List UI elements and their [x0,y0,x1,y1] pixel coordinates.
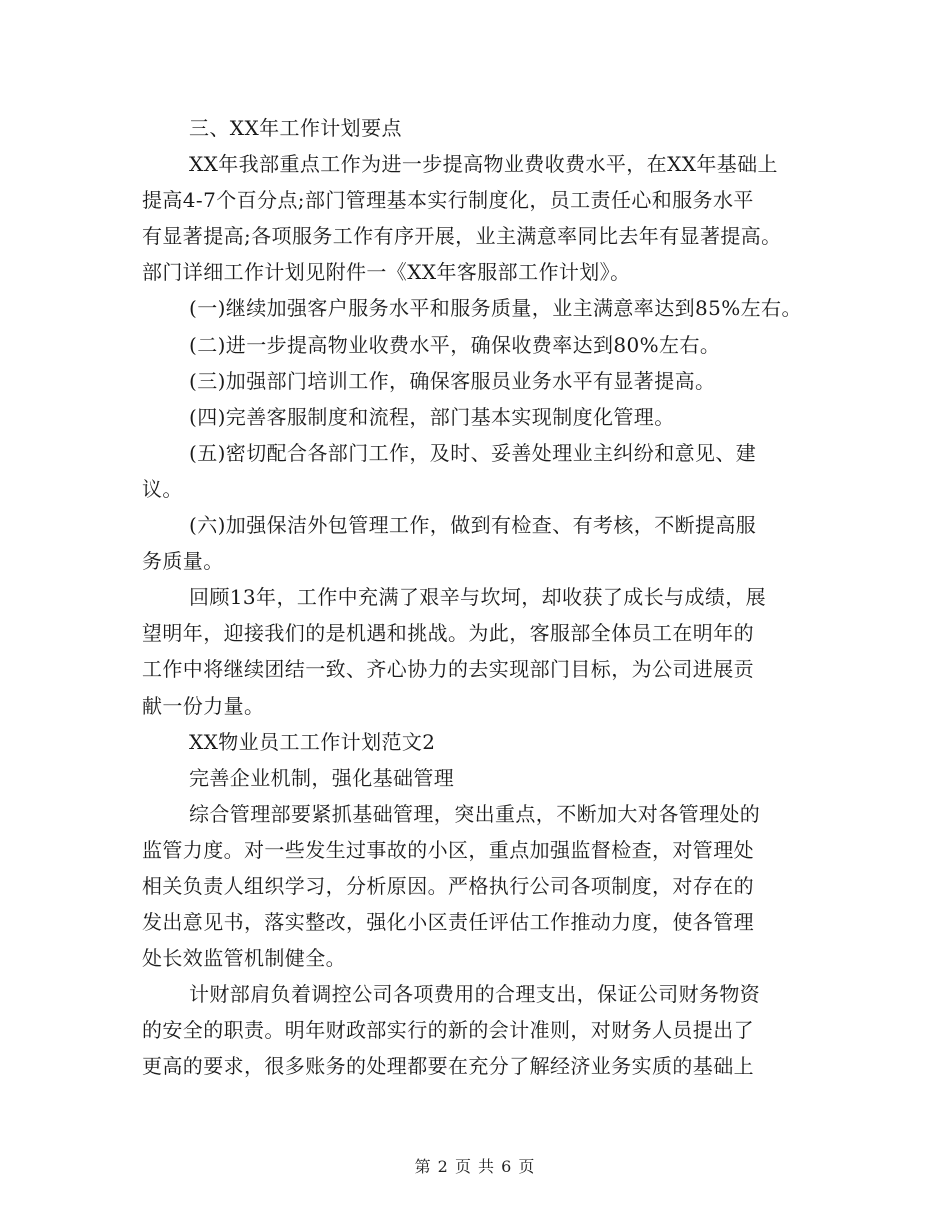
text-line: (六)加强保洁外包管理工作，做到有检查、有考核，不断提高服 [189,513,757,538]
text-line: (五)密切配合各部门工作，及时、妥善处理业主纠纷和意见、建 [189,440,757,465]
text-line: 的安全的职责。明年财政部实行的新的会计准则，对财务人员提出了 [142,1018,754,1043]
text-line: 监管力度。对一些发生过事故的小区，重点加强监督检查，对管理处 [142,837,754,862]
text-line: 回顾13年，工作中充满了艰辛与坎坷，却收获了成长与成绩，展 [189,585,767,610]
text-line: 议。 [142,476,183,501]
text-line: XX物业员工工作计划范文2 [189,729,436,754]
text-line: 计财部肩负着调控公司各项费用的合理支出，保证公司财务物资 [189,982,761,1007]
text-line: (二)进一步提高物业收费水平，确保收费率达到80%左右。 [189,332,721,357]
text-line: 望明年，迎接我们的是机遇和挑战。为此，客服部全体员工在明年的 [142,621,754,646]
page-number-footer: 第 2 页 共 6 页 [414,1157,536,1176]
text-line: 相关负责人组织学习，分析原因。严格执行公司各项制度，对存在的 [142,873,754,898]
text-line: 综合管理部要紧抓基础管理，突出重点，不断加大对各管理处的 [189,801,761,826]
text-line: 献一份力量。 [142,693,265,718]
text-line: 部门详细工作计划见附件一《XX年客服部工作计划》。 [142,260,631,285]
text-line: 发出意见书，落实整改，强化小区责任评估工作推动力度，使各管理 [142,910,754,935]
text-line: (三)加强部门培训工作，确保客服员业务水平有显著提高。 [189,368,716,393]
document-body [142,110,832,1085]
text-line: 更高的要求，很多账务的处理都要在充分了解经济业务实质的基础上 [142,1054,754,1079]
text-line: (一)继续加强客户服务水平和服务质量，业主满意率达到85%左右。 [189,296,802,321]
text-line: 处长效监管机制健全。 [142,946,346,971]
text-line: 完善企业机制，强化基础管理 [189,765,455,790]
text-line: 提高4-7个百分点;部门管理基本实行制度化，员工责任心和服务水平 [142,188,754,213]
text-line: 有显著提高;各项服务工作有序开展，业主满意率同比去年有显著提高。 [142,224,782,249]
text-line: 工作中将继续团结一致、齐心协力的去实现部门目标，为公司进展贡 [142,657,754,682]
text-line: 三、XX年工作计划要点 [189,116,402,140]
text-line: XX年我部重点工作为进一步提高物业费收费水平，在XX年基础上 [189,152,778,177]
text-line: 务质量。 [142,549,224,574]
text-line: (四)完善客服制度和流程，部门基本实现制度化管理。 [189,404,675,429]
